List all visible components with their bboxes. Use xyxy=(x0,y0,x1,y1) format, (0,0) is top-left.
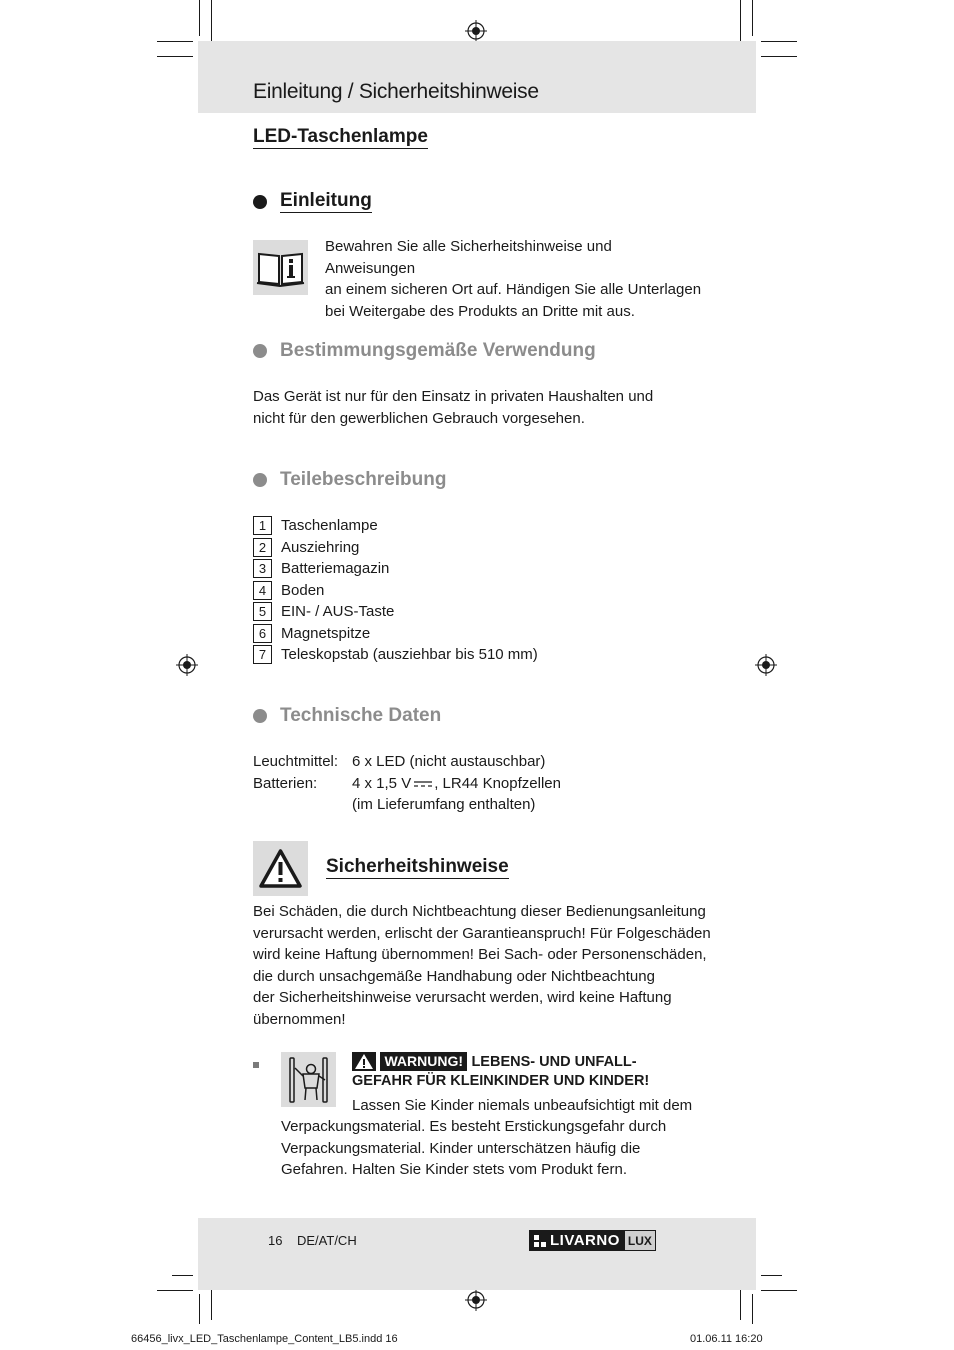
bullet-icon xyxy=(253,473,267,487)
warnung-text-first-line: Lassen Sie Kinder niemals unbeaufsichtigt mit dem xyxy=(352,1097,693,1114)
warning-headline-2: GEFAHR FÜR KLEINKINDER UND KINDER! xyxy=(352,1073,650,1089)
tech-value-leuchtmittel: 6 x LED (nicht austauschbar) xyxy=(352,753,546,770)
registration-mark-icon xyxy=(176,654,198,676)
warning-small-icon xyxy=(352,1052,376,1071)
einleitung-text: Bewahren Sie alle Sicherheitshinweise und Anweisungen an einem sicheren Ort auf. Händigen Sie alle Unterlagen bei Weitergabe des Produkts an Dritte mit aus. xyxy=(325,238,702,320)
section-heading-technik: Technische Daten xyxy=(253,705,441,727)
bullet-icon xyxy=(253,709,267,723)
section-heading-teile: Teilebeschreibung xyxy=(253,469,446,491)
brand-mark-icon xyxy=(534,1235,546,1247)
list-item: 3 Batteriemagazin xyxy=(253,558,538,580)
section-heading-einleitung: Einleitung xyxy=(253,190,372,213)
bullet-icon xyxy=(253,344,267,358)
list-item: 2 Ausziehring xyxy=(253,537,538,559)
page-title: Einleitung / Sicherheitshinweise xyxy=(253,80,539,103)
tech-label-leuchtmittel: Leuchtmittel: xyxy=(253,753,339,770)
child-warning-icon xyxy=(281,1052,336,1107)
square-bullet-icon xyxy=(253,1062,259,1068)
list-item: 7 Teleskopstab (ausziehbar bis 510 mm) xyxy=(253,644,538,666)
brand-logo: LIVARNO LUX xyxy=(529,1230,656,1251)
tech-label-batterien: Batterien: xyxy=(253,775,318,792)
info-book-icon xyxy=(253,240,308,295)
verwendung-text: Das Gerät ist nur für den Einsatz in privaten Haushalten und nicht für den gewerblichen Gebrauch vorgesehen. xyxy=(253,388,654,427)
warning-headline: WARNUNG! LEBENS- UND UNFALL- xyxy=(352,1052,637,1071)
tech-value-batterien: 4 x 1,5 V , LR44 Knopfzellen xyxy=(352,775,561,792)
list-item: 6 Magnetspitze xyxy=(253,623,538,645)
product-title: LED-Taschenlampe xyxy=(253,126,428,147)
list-item: 5 EIN- / AUS-Taste xyxy=(253,601,538,623)
registration-mark-icon xyxy=(465,1289,487,1311)
parts-list xyxy=(253,515,538,666)
bullet-icon xyxy=(253,195,267,209)
section-heading-verwendung: Bestimmungsgemäße Verwendung xyxy=(253,340,596,362)
registration-mark-icon xyxy=(755,654,777,676)
sicherheit-text: Bei Schäden, die durch Nichtbeachtung dieser Bedienungsanleitung verursacht werden, erlischt der Garantieanspruch! Für Folgeschäden wird keine Haftung übernommen! Bei Sach- oder Personenschäden, die durch unsachgemäße Handhabung oder Nichtbeachtung der Sicherheitshinweise verursacht werden, wird keine Haftung übernommen! xyxy=(253,903,711,1028)
section-heading-sicherheit: Sicherheitshinweise xyxy=(326,856,509,877)
list-item: 4 Boden xyxy=(253,580,538,602)
print-slug-date: 01.06.11 16:20 xyxy=(690,1333,763,1345)
warning-triangle-icon xyxy=(253,841,308,896)
region-label: DE/AT/CH xyxy=(297,1233,357,1248)
registration-mark-icon xyxy=(465,20,487,42)
tech-value-batterien-note: (im Lieferumfang enthalten) xyxy=(352,796,536,813)
warnung-text: Verpackungsmaterial. Es besteht Erstickungsgefahr durch Verpackungsmaterial. Kinder unterschätzen häufig die Gefahren. Halten Sie Kinder stets vom Produkt fern. xyxy=(281,1118,667,1178)
page-number: 16 xyxy=(268,1233,283,1248)
dc-symbol-icon xyxy=(413,779,433,789)
list-item: 1 Taschenlampe xyxy=(253,515,538,537)
warnung-badge: WARNUNG! xyxy=(380,1052,467,1071)
print-slug-file: 66456_livx_LED_Taschenlampe_Content_LB5.indd 16 xyxy=(131,1333,398,1345)
footer-band xyxy=(198,1218,756,1290)
